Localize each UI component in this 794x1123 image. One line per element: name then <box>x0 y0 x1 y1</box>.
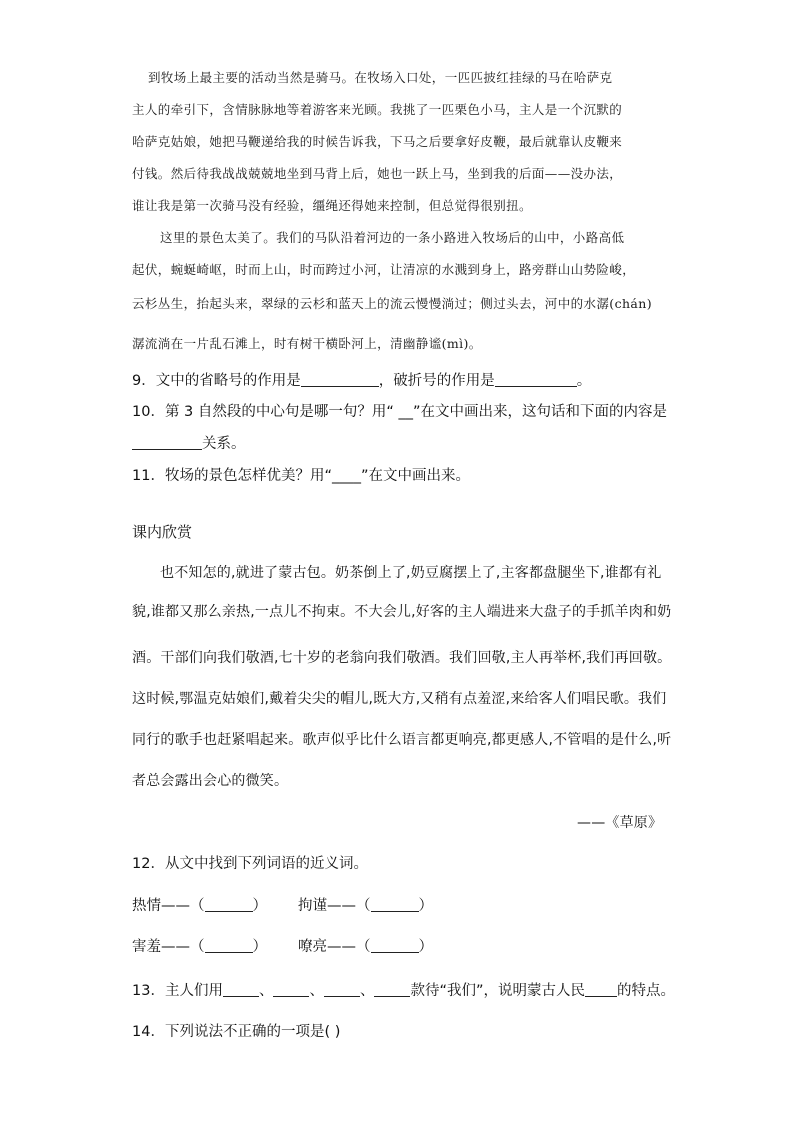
answer-blank[interactable] <box>371 938 419 954</box>
answer-blank[interactable] <box>223 982 259 998</box>
answer-blank[interactable] <box>205 897 253 913</box>
question-12: 12．从文中找到下列词语的近义词。 <box>132 856 368 872</box>
passage1-line: 到牧场上最主要的活动当然是骑马。在牧场入口处，一匹匹披红挂绿的马在哈萨克 <box>148 70 613 85</box>
answer-blank[interactable] <box>374 982 410 998</box>
question-10: 10．第 3 自然段的中心句是哪一句？用“ __”在文中画出来，这句话和下面的内容是 <box>132 404 668 420</box>
section-title: 课内欣赏 <box>132 523 193 541</box>
passage2-line: 酒。干部们向我们敬酒,七十岁的老翁向我们敬酒。我们回敬,主人再举杯,我们再回敬。 <box>132 650 672 666</box>
answer-blank[interactable] <box>301 372 379 388</box>
answer-blank[interactable] <box>132 435 202 451</box>
synonym-item: 拘谨——（ ） <box>298 898 433 914</box>
passage2-line: 也不知怎的,就进了蒙古包。奶茶倒上了,奶豆腐摆上了,主客都盘腿坐下,谁都有礼 <box>160 565 662 581</box>
answer-blank[interactable] <box>495 372 577 388</box>
passage1-line: 潺流淌在一片乱石滩上，时有树干横卧河上，清幽静谧(mì)。 <box>132 336 482 351</box>
answer-blank[interactable] <box>273 982 309 998</box>
passage1-line: 起伏，蜿蜒崎岖，时而上山，时而跨过小河，让清凉的水溅到身上，路旁群山山势险峻， <box>132 262 636 277</box>
passage1-line: 云杉丛生，抬起头来，翠绿的云杉和蓝天上的流云慢慢淌过；侧过头去，河中的水潺(chán) <box>132 296 653 311</box>
synonym-item: 嘹亮——（ ） <box>298 939 433 955</box>
passage2-line: 貌,谁都又那么亲热,一点儿不拘束。不大会儿,好客的主人端进来大盘子的手抓羊肉和奶 <box>132 604 672 620</box>
passage1-line: 这里的景色太美了。我们的马队沿着河边的一条小路进入牧场后的山中，小路高低 <box>160 230 625 245</box>
question-14: 14．下列说法不正确的一项是( ) <box>132 1024 341 1040</box>
passage1-line: 谁让我是第一次骑马没有经验，缰绳还得她来控制，但总觉得很别扭。 <box>132 198 532 213</box>
synonym-item: 热情——（ ） <box>132 898 267 914</box>
answer-blank[interactable] <box>585 982 617 998</box>
answer-blank[interactable] <box>371 897 419 913</box>
question-11: 11．牧场的景色怎样优美？用“____”在文中画出来。 <box>132 468 470 484</box>
passage1-line: 主人的牵引下，含情脉脉地等着游客来光顾。我挑了一匹栗色小马，主人是一个沉默的 <box>132 102 623 117</box>
passage2-line: 这时候,鄂温克姑娘们,戴着尖尖的帽儿,既大方,又稍有点羞涩,来给客人们唱民歌。我们 <box>132 691 667 707</box>
passage2-line: 同行的歌手也赶紧唱起来。歌声似乎比什么语言都更响亮,都更感人,不管唱的是什么,听 <box>132 732 672 748</box>
passage1-line: 付钱。然后待我战战兢兢地坐到马背上后，她也一跃上马，坐到我的后面——没办法， <box>132 166 623 181</box>
synonym-item: 害羞——（ ） <box>132 939 267 955</box>
question-9: 9．文中的省略号的作用是 ，破折号的作用是 。 <box>132 373 592 389</box>
question-10-cont: 关系。 <box>132 432 246 453</box>
answer-blank[interactable] <box>324 982 360 998</box>
passage2-source: ——《草原》 <box>577 815 663 831</box>
passage1-line: 哈萨克姑娘，她把马鞭递给我的时候告诉我，下马之后要拿好皮鞭，最后就靠认皮鞭来 <box>132 134 623 149</box>
answer-blank[interactable] <box>205 938 253 954</box>
passage2-line: 者总会露出会心的微笑。 <box>132 773 289 789</box>
question-13: 13．主人们用 、 、 、 款待“我们”，说明蒙古人民 的特点。 <box>132 983 675 999</box>
